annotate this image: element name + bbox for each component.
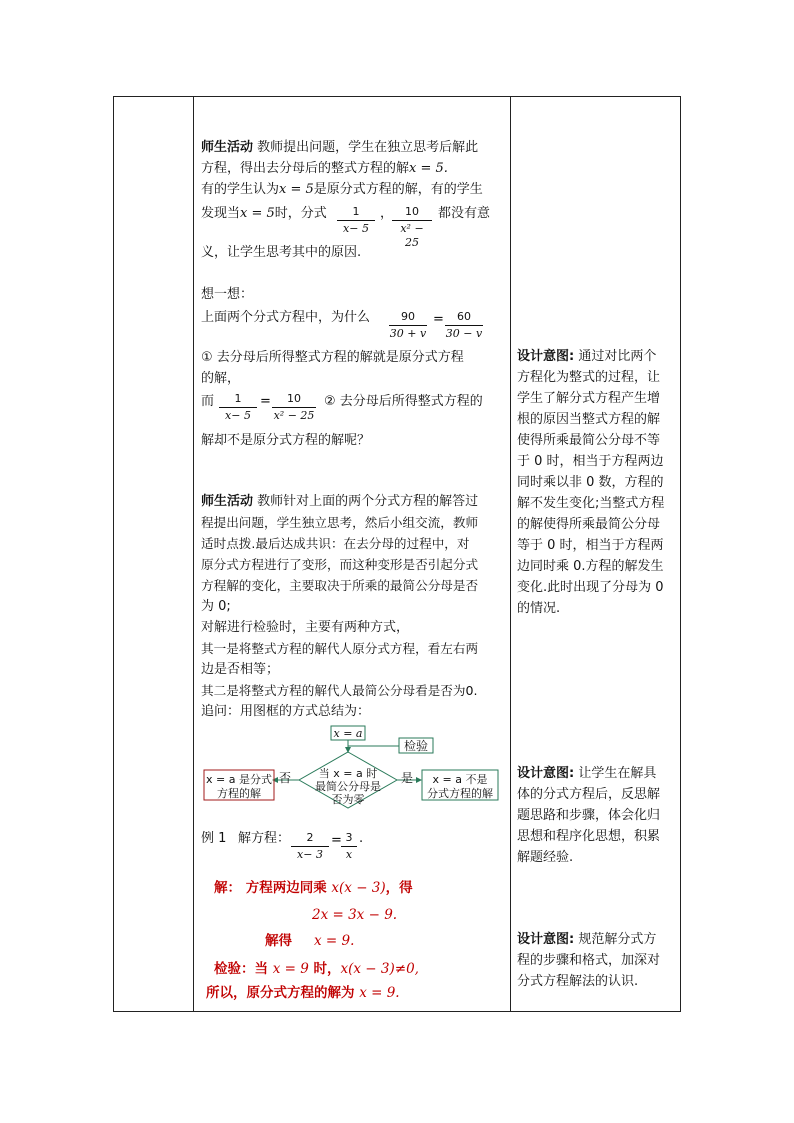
- activity2-line3: 适时点拨.最后达成共识：在去分母的过程中，对: [201, 536, 470, 551]
- intent1-line4: 根的原因当整式方程的解: [517, 412, 661, 427]
- comma: ，: [380, 206, 394, 221]
- fraction-90-over-30-plus-v: $\frac{90}{30 + v}$: [389, 310, 427, 340]
- flow-start-label: x = a: [333, 727, 363, 740]
- example-text: 解方程：: [238, 831, 291, 846]
- solution-line2: 2x = 3x − 9.: [312, 907, 398, 923]
- table-right-border: [680, 96, 681, 1012]
- intent1-line13: 的情况.: [517, 601, 561, 616]
- activity2-line1: 师生活动 教师针对上面的两个分式方程的解答过: [201, 494, 479, 509]
- flow-diamond-line3: 否为零: [331, 793, 365, 806]
- example-dot: .: [359, 831, 364, 846]
- activity1-line2: 方程，得出去分母后的整式方程的解x = 5.: [201, 161, 448, 176]
- intent1-label: 设计意图:: [517, 349, 575, 364]
- activity1-line5: 义，让学生思考其中的原因.: [201, 245, 362, 260]
- activity2-line4: 原分式方程进行了变形，而这种变形是否引起分式: [201, 557, 479, 572]
- intent1-line2: 方程化为整式的过程，让: [517, 370, 661, 385]
- intent1-line11: 边同时乘 0.方程的解发生: [517, 559, 664, 574]
- solution-line5: 所以，原分式方程的解为 x = 9.: [206, 985, 400, 1001]
- table-bottom-border: [113, 1011, 681, 1012]
- intent1-line1: 设计意图: 通过对比两个: [517, 349, 657, 364]
- intent1-line10: 等于 0 时，相当于方程两: [517, 538, 664, 553]
- table-left-border: [113, 96, 114, 1012]
- fraction-10-over-x2-25-b: $\frac{10}{\text{x² − 25}}$: [273, 392, 315, 422]
- solution-line1: 解： 方程两边同乘 x(x − 3)，得: [214, 880, 413, 896]
- activity2-line6: 为 0;: [201, 599, 231, 614]
- fraction-2-over-x-3: $\frac{2}{x- 3}$: [291, 831, 329, 862]
- think-item2-cont: 解却不是原分式方程的解呢？: [201, 433, 371, 448]
- think-line1: 上面两个分式方程中，为什么: [201, 310, 371, 325]
- solution-line4: 检验：当 x = 9 时，x(x − 3)≠0,: [214, 961, 419, 977]
- flow-right-line2: 分式方程的解: [427, 787, 493, 800]
- think-title: 想一想：: [201, 287, 254, 302]
- activity1-line1: 师生活动 教师提出问题，学生在独立思考后解此: [201, 140, 479, 155]
- intent1-line5: 使得所乘最简公分母不等: [517, 433, 661, 448]
- intent1-line3: 学生了解分式方程产生增: [517, 391, 661, 406]
- intent2-line4: 思想和程序化思想，积累: [517, 829, 661, 844]
- think-item2: ② 去分母后所得整式方程的: [324, 394, 483, 409]
- intent1-line8: 解不发生变化;当整式方程: [517, 496, 665, 511]
- flow-right-line1: x = a 不是: [432, 773, 488, 786]
- activity2-line11: 追问：用图框的方式总结为：: [201, 704, 371, 719]
- activity2-line5: 方程解的变化，主要取决于所乘的最简公分母是否: [201, 578, 479, 593]
- flow-left-line2: 方程的解: [217, 787, 261, 800]
- intent2-label: 设计意图:: [517, 766, 575, 781]
- flow-diamond-line2: 最简公分母是: [315, 780, 381, 793]
- table-top-border: [113, 96, 681, 97]
- activity2-line9: 边是否相等；: [201, 662, 280, 677]
- flow-left-line1: x = a 是分式: [206, 773, 272, 786]
- think-item1-cont: 的解，: [201, 371, 241, 386]
- flow-check-label: 检验: [403, 739, 428, 753]
- activity2-line7: 对解进行检验时，主要有两种方式，: [201, 620, 410, 635]
- example-label: 例 1: [201, 831, 227, 846]
- activity2-line8: 其一是将整式方程的解代人原分式方程，看左右两: [201, 641, 479, 656]
- think-er: 而: [201, 394, 215, 409]
- activity2-label: 师生活动: [201, 494, 254, 509]
- activity1-label: 师生活动: [201, 140, 254, 155]
- fraction-1-over-x-5-b: $\frac{1}{x- 5}$: [219, 392, 257, 423]
- intent2-line5: 解题经验.: [517, 850, 574, 865]
- flow-no-label: 否: [278, 771, 291, 785]
- activity1-line4: 发现当x = 5时，分式: [201, 206, 327, 221]
- intent1-line12: 变化.此时出现了分母为 0: [517, 580, 664, 595]
- intent3-line3: 分式方程解法的认识.: [517, 974, 639, 989]
- intent3-line1: 设计意图: 规范解分式方: [517, 932, 657, 947]
- intent2-line3: 题思路和步骤，体会化归: [517, 808, 661, 823]
- think-equals: =: [433, 312, 444, 327]
- table-col-divider-1: [193, 96, 194, 1012]
- fraction-60-over-30-minus-v: $\frac{60}{30 - v}$: [445, 310, 483, 340]
- intent2-line1: 设计意图: 让学生在解具: [517, 766, 657, 781]
- solution-line3: 解得 x = 9.: [265, 933, 355, 949]
- table-col-divider-2: [510, 96, 511, 1012]
- intent3-label: 设计意图:: [517, 932, 575, 947]
- intent3-line2: 程的步骤和格式，加深对: [517, 953, 661, 968]
- flow-diamond-line1: 当 x = a 时: [318, 767, 378, 780]
- activity2-line2: 程提出问题，学生独立思考，然后小组交流，教师: [201, 515, 479, 530]
- intent1-line6: 于 0 时，相当于方程两边: [517, 454, 664, 469]
- think-equals-2: =: [260, 394, 271, 409]
- fraction-3-over-x: $\frac{3}{x}$: [341, 831, 357, 862]
- activity1-line4-end: 都没有意: [438, 206, 491, 221]
- fraction-1-over-x-5: $\frac{1}{x- 5}$: [337, 205, 375, 236]
- think-item1: ① 去分母后所得整式方程的解就是原分式方程: [201, 350, 464, 365]
- example-equals: =: [331, 833, 342, 848]
- intent1-line9: 的解使得所乘最简公分母: [517, 517, 661, 532]
- flow-yes-label: 是: [400, 771, 413, 785]
- intent2-line2: 体的分式方程后，反思解: [517, 787, 661, 802]
- intent1-line7: 同时乘以非 0 数，方程的: [517, 475, 664, 490]
- activity2-line10: 其二是将整式方程的解代人最简公分母看是否为0.: [201, 683, 478, 698]
- fraction-10-over-x2-25: $\frac{10}{\text{x² − 25}}$: [392, 205, 432, 250]
- activity1-line3: 有的学生认为x = 5是原分式方程的解，有的学生: [201, 182, 483, 197]
